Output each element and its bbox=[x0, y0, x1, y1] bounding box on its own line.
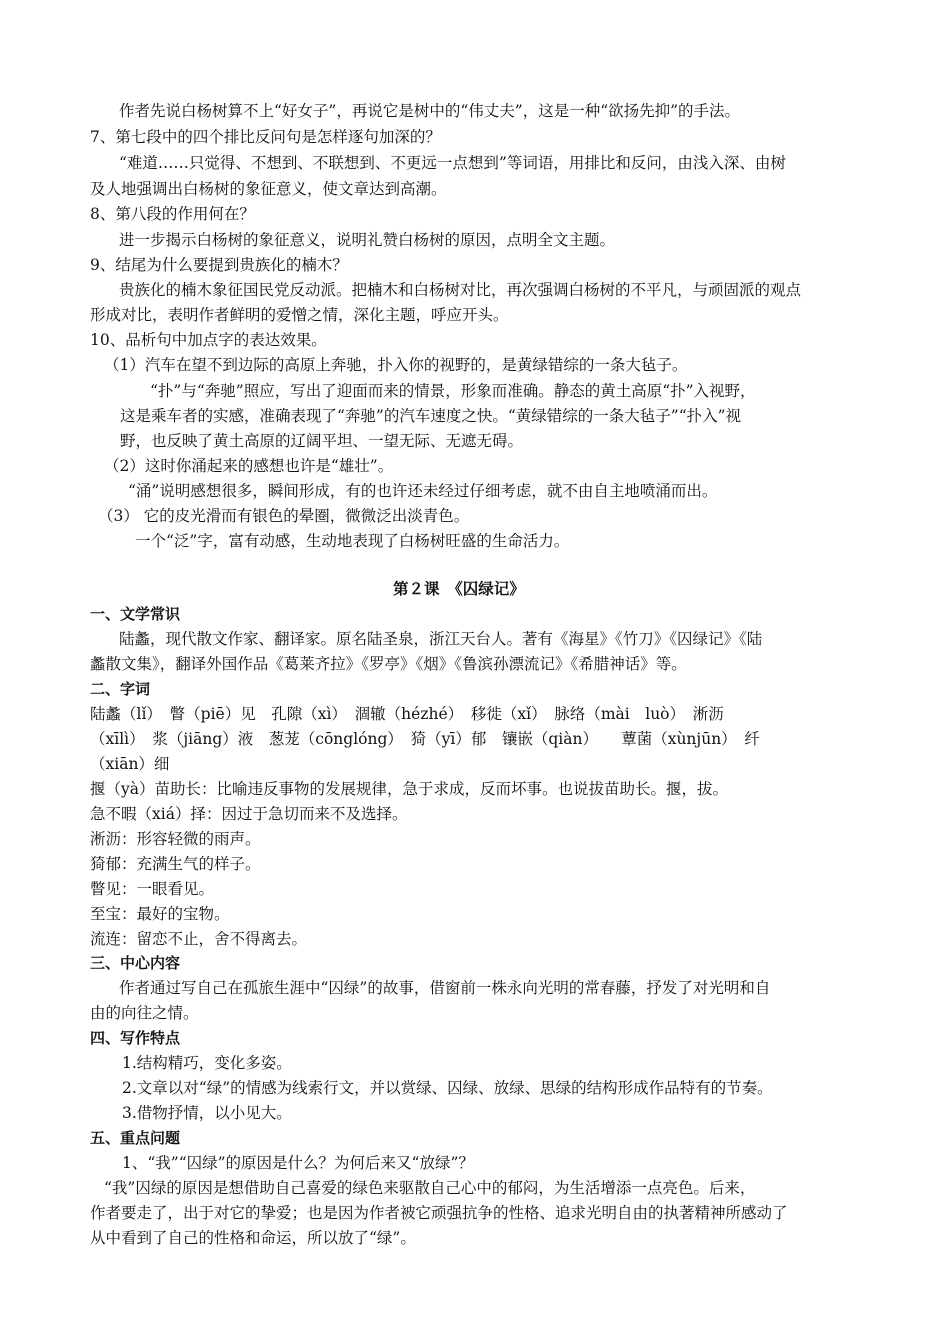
answer-line: 进一步揭示白杨树的象征意义，说明礼赞白杨树的原因，点明全文主题。 bbox=[119, 231, 616, 249]
answer-line: 一个“泛”字，富有动感，生动地表现了白杨树旺盛的生命活力。 bbox=[135, 532, 570, 550]
definition-line: 淅沥：形容轻微的雨声。 bbox=[90, 830, 261, 848]
definition-line: 流连：留恋不止，舍不得离去。 bbox=[90, 930, 308, 948]
section-heading: 五、重点问题 bbox=[90, 1129, 181, 1147]
section-heading: 二、字词 bbox=[90, 680, 151, 698]
answer-line: 从中看到了自己的性格和命运，所以放了“绿”。 bbox=[90, 1229, 416, 1247]
question-line: 9、结尾为什么要提到贵族化的楠木？ bbox=[90, 256, 348, 274]
vocab-line: （xīlì） 浆（jiāng）液 葱茏（cōnglóng） 猗（yī）郁 镶嵌（qiàn） 蕈菌（xùnjūn） 纤 bbox=[90, 730, 760, 748]
definition-line: 急不暇（xiá）择：因过于急切而来不及选择。 bbox=[90, 805, 408, 823]
text-line: 陆蠡，现代散文作家、翻译家。原名陆圣泉，浙江天台人。著有《海星》《竹刀》《囚绿记》《陆 bbox=[119, 630, 763, 648]
definition-line: 至宝：最好的宝物。 bbox=[90, 905, 230, 923]
question-line: 7、第七段中的四个排比反问句是怎样逐句加深的？ bbox=[90, 128, 441, 146]
sub-question-line: （1）汽车在望不到边际的高原上奔驰，扑入你的视野的，是黄绿错综的一条大毡子。 bbox=[104, 356, 688, 374]
answer-line: 贵族化的楠木象征国民党反动派。把楠木和白杨树对比，再次强调白杨树的不平凡，与顽固派的观点 bbox=[119, 281, 802, 299]
definition-line: 揠（yà）苗助长：比喻违反事物的发展规律，急于求成，反而坏事。也说拔苗助长。揠，拔。 bbox=[90, 780, 729, 798]
answer-line: “扑”与“奔驰”照应，写出了迎面而来的情景，形象而准确。静态的黄土高原“扑”入视野， bbox=[150, 382, 756, 400]
answer-line: “我”囚绿的原因是想借助自己喜爱的绿色来驱散自己心中的郁闷，为生活增添一点亮色。后来， bbox=[104, 1179, 756, 1197]
feature-item: 2.文章以对“绿”的情感为线索行文，并以赏绿、囚绿、放绿、思绿的结构形成作品特有的节奏。 bbox=[122, 1079, 773, 1097]
answer-line: 这是乘车者的实感，准确表现了“奔驰”的汽车速度之快。“黄绿错综的一条大毡子”“扑入”视 bbox=[120, 407, 742, 425]
answer-line: 及人地强调出白杨树的象征意义，使文章达到高潮。 bbox=[90, 180, 447, 198]
sub-question-line: （2）这时你涌起来的感想也许是“雄壮”。 bbox=[104, 457, 394, 475]
section-heading: 四、写作特点 bbox=[90, 1029, 181, 1047]
answer-line: 作者要走了，出于对它的挚爱；也是因为作者被它顽强抗争的性格、追求光明自由的执著精神所感动了 bbox=[90, 1204, 788, 1222]
section-heading: 三、中心内容 bbox=[90, 954, 181, 972]
question-line: 10、品析句中加点字的表达效果。 bbox=[90, 331, 327, 349]
question-line: 1、“我”“囚绿”的原因是什么？为何后来又“放绿”？ bbox=[122, 1154, 474, 1172]
vocab-line: 陆蠡（lǐ） 瞥（piē）见 孔隙（xì） 涸辙（hézhé） 移徙（xǐ） 脉络（mài luò） 淅沥 bbox=[90, 705, 724, 723]
answer-line: 形成对比，表明作者鲜明的爱憎之情，深化主题，呼应开头。 bbox=[90, 306, 509, 324]
feature-item: 3.借物抒情，以小见大。 bbox=[122, 1104, 292, 1122]
vocab-line: （xiān）细 bbox=[90, 755, 170, 773]
answer-line: “涌”说明感想很多，瞬间形成，有的也许还未经过仔细考虑，就不由自主地喷涌而出。 bbox=[128, 482, 718, 500]
text-line: 由的向往之情。 bbox=[90, 1004, 199, 1022]
definition-line: 猗郁：充满生气的样子。 bbox=[90, 855, 261, 873]
feature-item: 1.结构精巧，变化多姿。 bbox=[122, 1054, 292, 1072]
text-line: 作者通过写自己在孤旅生涯中“囚绿”的故事，借窗前一株永向光明的常春藤，抒发了对光明和自 bbox=[119, 979, 771, 997]
question-line: 8、第八段的作用何在？ bbox=[90, 205, 255, 223]
text-line: 蠡散文集》，翻译外国作品《葛莱齐拉》《罗亭》《烟》《鲁滨孙漂流记》《希腊神话》等。 bbox=[90, 655, 687, 673]
answer-line: 野，也反映了黄土高原的辽阔平坦、一望无际、无遮无碍。 bbox=[120, 432, 524, 450]
answer-line: “难道……只觉得、不想到、不联想到、不更远一点想到”等词语，用排比和反问，由浅入深、由树 bbox=[119, 154, 786, 172]
sub-question-line: （3） 它的皮光滑而有银色的晕圈，微微泛出淡青色。 bbox=[98, 507, 470, 525]
definition-line: 瞥见：一眼看见。 bbox=[90, 880, 215, 898]
text-line: 作者先说白杨树算不上“好女子”，再说它是树中的“伟丈夫”，这是一种“欲扬先抑”的手法。 bbox=[119, 102, 741, 120]
section-heading: 一、文学常识 bbox=[90, 605, 181, 623]
lesson-title: 第２课 《囚绿记》 bbox=[393, 579, 525, 598]
